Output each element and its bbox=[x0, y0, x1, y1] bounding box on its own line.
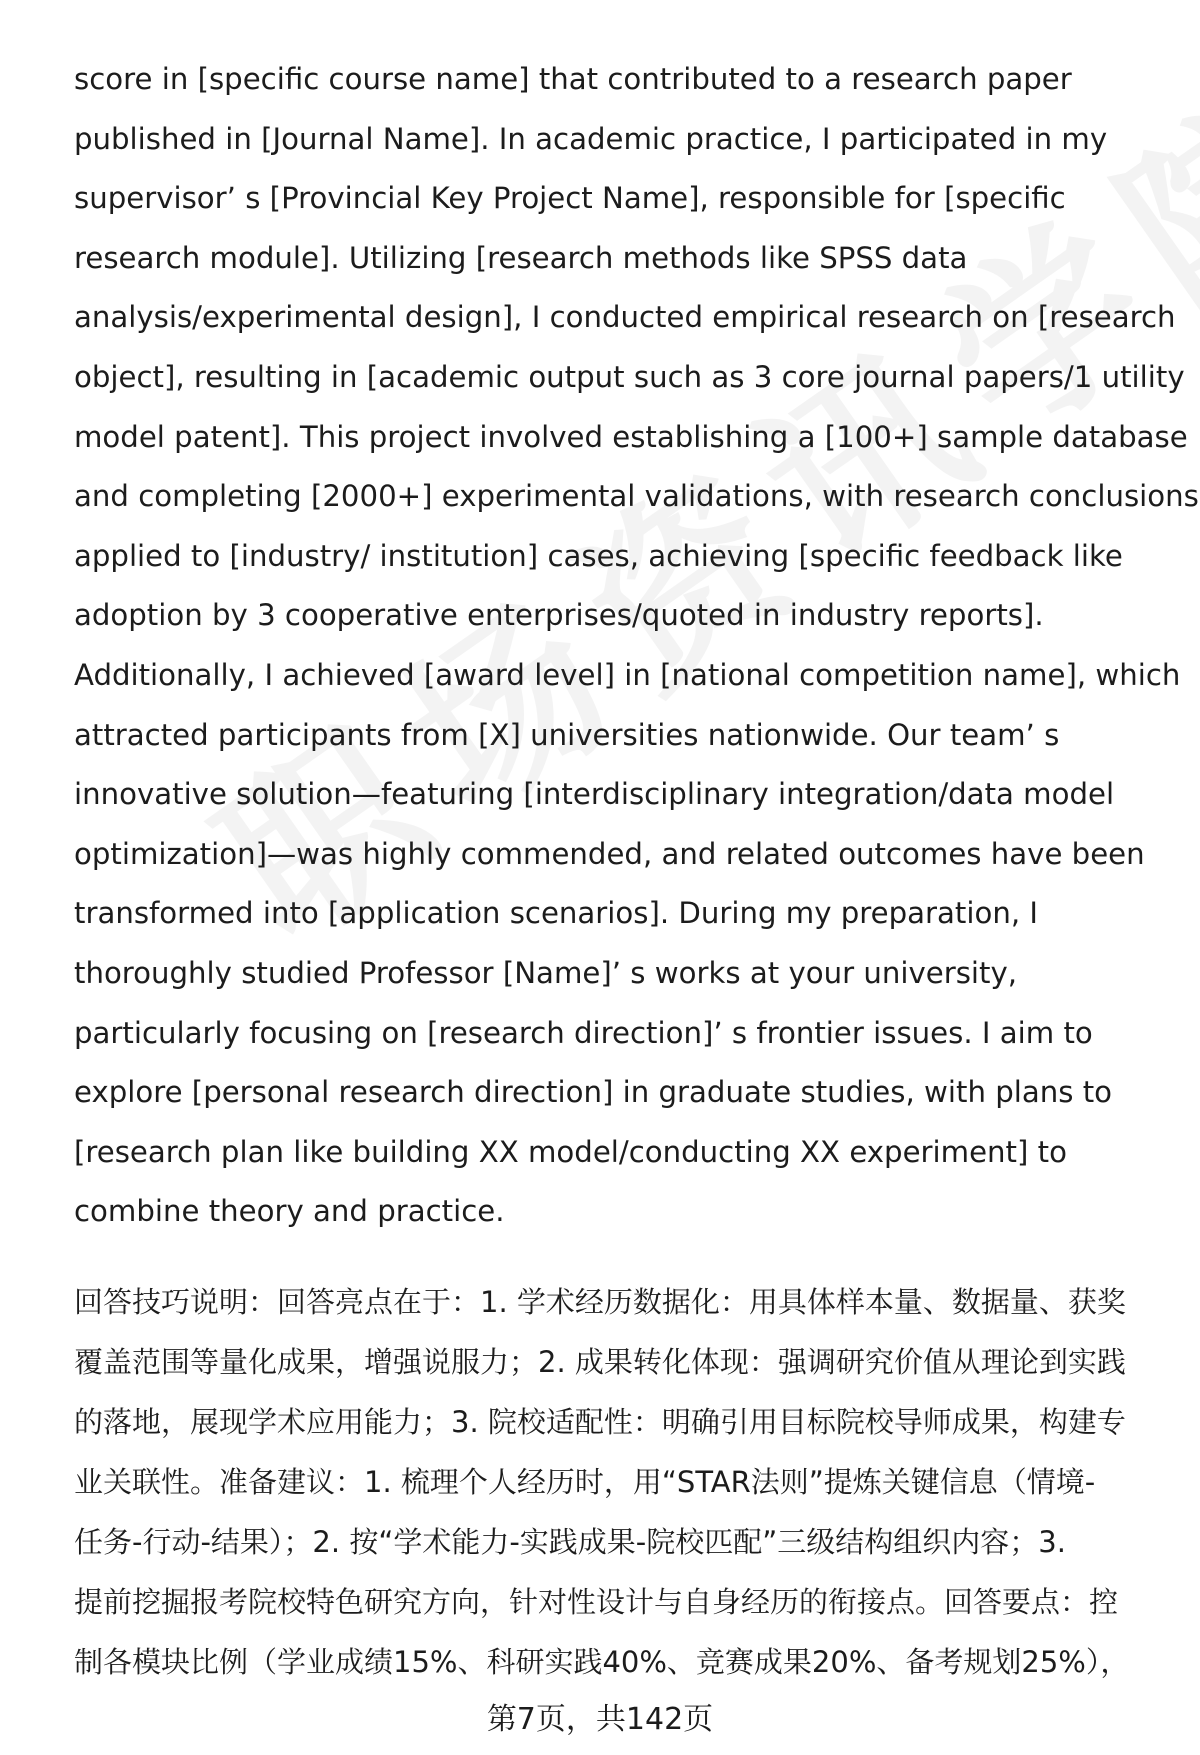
text-line: applied to [industry/ institution] cases, achieving [specific feedback like bbox=[74, 538, 1123, 573]
essay-paragraph bbox=[74, 50, 1199, 1242]
tips-line: 回答技巧说明：回答亮点在于：1. 学术经历数据化：用具体样本量、数据量、获奖 bbox=[74, 1285, 1126, 1319]
text-line: transformed into [application scenarios]. During my preparation, I bbox=[74, 896, 1038, 931]
text-line: research module]. Utilizing [research methods like SPSS data bbox=[74, 240, 968, 275]
essay-body bbox=[74, 50, 1199, 1242]
text-line: analysis/experimental design], I conducted empirical research on [research bbox=[74, 300, 1176, 335]
page-number: 第7页，共142页 bbox=[486, 1702, 714, 1737]
text-line: Additionally, I achieved [award level] in [national competition name], which bbox=[74, 657, 1181, 692]
text-line: combine theory and practice. bbox=[74, 1194, 505, 1229]
tips-line: 提前挖掘报考院校特色研究方向，针对性设计与自身经历的衔接点。回答要点：控 bbox=[74, 1585, 1119, 1619]
tips-line: 的落地，展现学术应用能力；3. 院校适配性：明确引用目标院校导师成果，构建专 bbox=[74, 1405, 1126, 1439]
text-line: and completing [2000+] experimental validations, with research conclusions bbox=[74, 479, 1199, 514]
text-line: score in [specific course name] that contributed to a research paper bbox=[74, 62, 1072, 96]
text-line: thoroughly studied Professor [Name]’ s works at your university, bbox=[74, 955, 1018, 990]
text-line: [research plan like building XX model/conducting XX experiment] to bbox=[74, 1134, 1067, 1169]
text-line: particularly focusing on [research direction]’ s frontier issues. I aim to bbox=[74, 1015, 1093, 1050]
text-line: explore [personal research direction] in graduate studies, with plans to bbox=[74, 1075, 1113, 1110]
tips-line: 覆盖范围等量化成果，增强说服力；2. 成果转化体现：强调研究价值从理论到实践 bbox=[74, 1345, 1126, 1379]
text-line: published in [Journal Name]. In academic practice, I participated in my bbox=[74, 121, 1108, 156]
text-line: object], resulting in [academic output such as 3 core journal papers/1 utility bbox=[74, 359, 1185, 394]
text-line: attracted participants from [X] universities nationwide. Our team’ s bbox=[74, 717, 1060, 752]
answer-tips bbox=[74, 1272, 1164, 1692]
text-line: supervisor’ s [Provincial Key Project Name], responsible for [specific bbox=[74, 181, 1066, 216]
text-line: model patent]. This project involved establishing a [100+] sample database bbox=[74, 419, 1188, 454]
text-line: innovative solution—featuring [interdisciplinary integration/data model bbox=[74, 777, 1115, 812]
tips-line: 业关联性。准备建议：1. 梳理个人经历时，用“STAR法则”提炼关键信息（情境- bbox=[74, 1465, 1096, 1499]
tips-line: 任务-行动-结果）；2. 按“学术能力-实践成果-院校匹配”三级结构组织内容；3. bbox=[74, 1525, 1066, 1559]
tips-line: 制各模块比例（学业成绩15%、科研实践40%、竞赛成果20%、备考规划25%）， bbox=[74, 1645, 1130, 1679]
text-line: adoption by 3 cooperative enterprises/quoted in industry reports]. bbox=[74, 598, 1044, 633]
text-line: optimization]—was highly commended, and related outcomes have been bbox=[74, 836, 1145, 871]
